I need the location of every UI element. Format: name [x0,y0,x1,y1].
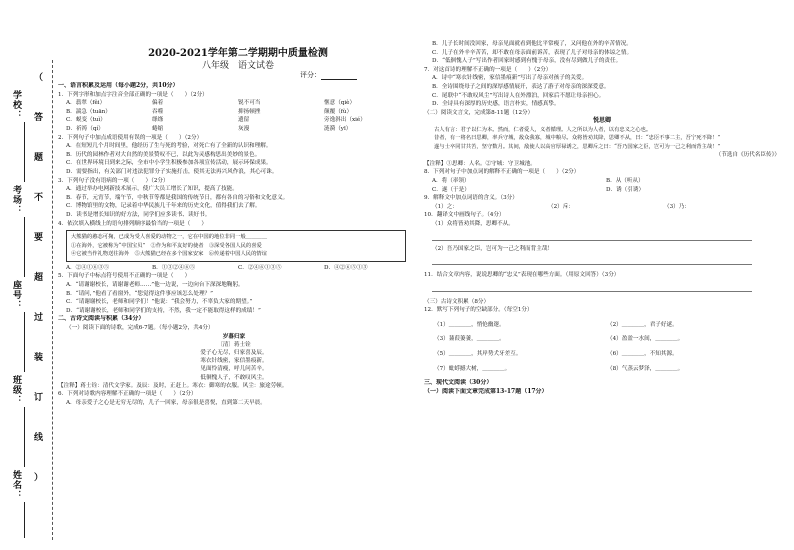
q10-sentence-2: （2）吾乃国家之臣，岂可为一己之利而背主哉！ [432,245,554,252]
q6-option-a[interactable]: A．母亲爱子之心是无穷无尽的，儿子一回家，母亲很是喜悦，直到第二天早晨。 [66,400,266,407]
q4-option-a[interactable]: A．②④①⑥③⑤ [66,264,110,271]
word: 遗留 [238,117,250,124]
q4-passage-line: ①在海外，它被称为“中国宝贝” ②作为和平友好的使者 ③深受各国人民的喜爱 [71,242,262,249]
q3-option-a[interactable]: A．通过举办电网新技术展示，使广大员工增长了知识，提高了技能。 [66,186,238,193]
poem-note: 【注释】蒋士铨：清代文学家。及辰：及时，正赶上。寒衣：御寒的衣服。风尘：旅途劳顿。 [58,382,288,389]
name-blank[interactable] [24,502,25,538]
q2-option-a[interactable]: A．在短短几个月时间里，他经历了生与死的考验，对死亡有了全新的认识和理解。 [66,143,272,150]
seal-char: 题 [34,153,44,163]
seal-char: 超 [34,273,44,283]
name-label: 姓名： [11,470,21,500]
question-6: 6．下列对诗歌内容理解不正确的一项是（ ）（2分） [58,391,197,398]
q4-options [58,264,410,273]
word: 旁逸斜出（xié） [324,117,366,124]
poem-line: 低徊愧人子，不敢叹风尘。 [200,374,268,381]
q4-passage-box [66,230,406,262]
section-2c-heading: （三）古诗文积累（8分） [424,298,490,305]
seal-char: 答 [34,113,44,123]
class-label: 班级： [11,375,21,405]
q8-option-c[interactable]: C．遂（于是） [432,186,470,193]
poem-author: 〔清〕蒋士铨 [217,341,251,348]
q2-option-c[interactable]: C．在世界环境日到来之际，全市中小学生积极参加各项宣传活动，展示环保成果。 [66,160,272,167]
q12-row [424,335,780,344]
exam-room-label: 考场： [11,185,21,215]
question-11: 11．结合文章内容，说说思卿的“忠义”表现在哪些方面。（用原文回答）（3分） [424,272,620,279]
ancient-paragraph: 古人有言：君子以仁为本。然而，仁者爱人，义者循理。人之所以为人者，以有忠义之心也。 [434,126,652,133]
question-8: 8．下列对句子中加点词的解释不正确的一项是（ ）（2分） [424,169,580,176]
q12-blank-1[interactable]: （1）＿＿＿＿，悄怆幽邃。 [434,321,505,328]
q10-answer-line-1[interactable] [432,231,752,241]
school-blank[interactable] [24,122,25,182]
option[interactable]: A．翡翠（fěi） [66,100,106,107]
ancient-paragraph: 遂与士卒同甘共苦，坚守数月。其间，敌使人以高官厚禄诱之，思卿斥之曰：“吾乃国家之臣，岂可为一己之利而背主哉！” [434,143,721,150]
school-label: 学校： [11,90,21,120]
poem [58,333,410,382]
word: 灰漫 [238,125,250,132]
question-10: 10．翻译文中画线句子。（4分） [424,212,505,219]
seal-char: 过 [34,313,44,323]
q9-items [424,203,780,212]
q11-answer-line[interactable] [432,282,752,292]
q3-option-d[interactable]: D．读书是增长知识的好方法，同学们应多读书、读好书。 [66,211,211,218]
question-5: 5．下面句子中标点符号使用不正确的一项是（ ） [58,273,191,280]
q12-row [424,365,780,374]
q4-passage-line: ④它被当作礼物送往海外 ⑤大熊猫已经在多个国家安家 ⑥传递着中国人民的情谊 [71,251,267,258]
q1-option-row [58,99,410,108]
word: 绦绦 [152,117,164,124]
q12-blank-2[interactable]: （2）＿＿＿＿，君子好逑。 [607,321,678,328]
q6-option-b[interactable]: B．儿子长时间没回家，母亲见面就看到他比平常瘦了，又问他在外的辛苦情况。 [432,41,632,47]
question-3: 3．下列句子没有语病的一项（ ）（2分） [58,177,169,184]
binding-dashed-line [52,60,53,540]
q8-option-a[interactable]: A．将（率领） [432,177,470,184]
option[interactable]: B．湍急（tuān） [66,108,111,115]
q5-option-d[interactable]: D．“请谢谢校长，老师和同学们的支持，不然，我一定不能取得这样的成绩！” [66,307,261,314]
q10-answer-line-2[interactable] [432,255,752,265]
section-2-heading: 二、古诗文阅读与积累（34分） [58,315,145,323]
exam-subtitle: 八年级 语文试卷 [201,61,274,71]
q1-option-row [58,108,410,117]
seal-char: （ [34,73,44,83]
question-1: 1．下列字形和加点字注音全部正确的一项是（ ）（2分） [58,91,208,98]
right-column [424,40,780,396]
option[interactable]: C．蜕变（tuì） [66,117,106,124]
q6-option-c[interactable]: C．儿子在外辛辛苦苦，却不敢在母亲面前诉苦，表现了儿子对母亲的体谅之情。 [432,49,633,56]
poem-line: 见面怜清瘦，呼儿问苦辛。 [200,366,268,373]
score-label: 评分： [300,71,321,79]
word: 锐不可当 [238,100,261,107]
word: 涟漪（yī） [324,125,352,132]
seal-line-text [34,70,48,530]
word: 惬意（qiè） [324,100,356,107]
ancient-source: （节选自《历代名臣传》） [715,152,780,159]
section-1-heading: 一、语言积累及运用（每小题2分，共10分） [58,82,179,89]
poem-line: 寒衣针线密，家信墨痕新。 [200,358,268,365]
word: 偏着 [152,100,164,107]
q7-option-a[interactable]: A．诗中“寒衣针线密，家信墨痕新”写出了母亲对孩子的关爱。 [432,75,588,82]
seal-char: ） [34,473,44,483]
question-2: 2．下列句子中加点成语使用有误的一项是（ ）（2分） [58,134,203,141]
section-3a-instruction: （一）阅读下面文章完成第13-17题（17分） [424,387,548,395]
poem-line: 爱子心无尽，归家喜及辰。 [200,350,268,357]
left-column [58,82,410,408]
q4-option-c[interactable]: C．②④⑥①③⑤ [238,264,282,271]
seal-char: 订 [34,393,44,403]
q7-option-b[interactable]: B．全诗围绕母子之间的深厚感情展开，表达了游子对母亲的深深爱意。 [432,83,610,90]
q8-option-b[interactable]: B．从（听从） [606,177,644,184]
exam-title: 2020-2021学年第二学期期中质量检测 [148,48,328,59]
q12-blank-3[interactable]: （3）蒹葭萋萋，＿＿＿＿。 [434,336,505,343]
q12-blank-6[interactable]: （6）＿＿＿＿，不知其源。 [607,351,678,358]
q6-option-d[interactable]: D．“低徊愧人子”写出作者回家时感到有愧于母亲，没有尽到做儿子的责任。 [432,58,622,65]
seat-label: 座号： [11,280,21,310]
q12-blank-5[interactable]: （5）＿＿＿＿，其岸势犬牙差互。 [434,351,522,358]
q8-option-d[interactable]: D．诱（引诱） [606,186,645,193]
q5-option-a[interactable]: A．“请谢谢校长，请谢谢老师……”他一边说，一边向台下深深地鞠躬。 [66,282,244,289]
q12-blank-4[interactable]: （4）盈盈一水间，＿＿＿＿。 [607,336,684,343]
section-2a-instruction: （一）阅读下面的诗歌，完成6-7题。（每小题2分，共4分） [66,325,214,332]
q12-row [424,350,780,359]
q8-options-row [424,177,780,186]
q4-passage-line: 大熊猫的憨态可掬，已成为受人喜爱的动物之一，它在中国的地位非同一般＿＿＿＿ [71,234,267,241]
q2-option-d[interactable]: D．需要指出，有关部门对违法犯罪分子实施打击，使其无法再兴风作浪，其心可诛。 [66,168,278,175]
seal-char: 要 [34,233,44,243]
q12-blank-7[interactable]: （7）蚍蜉撼大树，＿＿＿＿。 [434,365,511,372]
question-4: 4．依次填入横线上的语句排列顺序最恰当的一项是（ ） [58,220,207,227]
binding-margin [4,60,56,540]
seal-char: 不 [34,193,44,203]
question-12: 12．默写下列句子的空缺部分。（每空1分） [424,307,533,314]
ancient-paragraph: 昔者，有一将名曰思卿，率兵守城，敌众我寡，城中粮尽。众将皆劝其降，思卿不从，曰：“忠臣不事二主，吾宁死不降！” [434,135,721,142]
ancient-text-title: 悦思卿 [592,117,611,125]
question-9: 9．解释文中加点词语的含义。（3分） [424,195,518,202]
q1-option-row [58,125,410,134]
q9-item-2[interactable]: （2）斥： [548,203,574,210]
q9-item-1[interactable]: （1）之： [432,203,458,210]
seal-char: 线 [34,433,44,443]
word: 颠覆（fù） [324,108,353,115]
word: 吞噬 [152,108,164,115]
seal-char: 装 [34,353,44,363]
exam-room-blank[interactable] [24,217,25,277]
q1-option-row [58,116,410,125]
question-7: 7．对这首诗的理解不正确的一项是（ ）（2分） [424,66,552,73]
q5-option-c[interactable]: C．“请谢谢校长，老师和同学们！”他说：“我会努力，不辜负大家的期望。” [66,299,253,306]
score-field [300,70,357,80]
q4-option-b[interactable]: B．①③②④⑥⑤ [152,264,196,271]
q4-option-d[interactable]: D．④②⑥⑤①③ [324,264,368,271]
option[interactable]: D．祈祷（qí） [66,125,104,132]
q7-option-d[interactable]: D．全诗具有深厚的历史感，语言朴实，情感真挚。 [432,101,560,108]
q10-sentence-1: （1）众将皆劝其降，思卿不从。 [432,220,514,227]
word: 蜷缩 [152,125,164,132]
seat-blank[interactable] [24,312,25,372]
poem-title: 岁暮归家 [222,333,246,340]
q8-options-row [424,186,780,195]
word: 抑扬顿挫 [238,108,261,115]
q3-option-c[interactable]: C．博物馆里的文物，记录着中华民族几千年来的历史文化，值得我们去了解。 [66,203,261,210]
q12-blank-8[interactable]: （8）气蒸云梦泽，＿＿＿＿。 [607,365,684,372]
q7-option-c[interactable]: C．尾联中“不敢叹风尘”写出诗人在外漂泊，回家后不愿让母亲担心。 [432,92,605,99]
ancient-note: 【注释】①思卿：人名。②守城：守卫城池。 [424,160,536,167]
class-blank[interactable] [24,407,25,467]
score-blank[interactable] [321,79,357,80]
section-2b-instruction: （二）阅读文言文，完成第8-11题（12分） [424,109,534,116]
q9-item-3[interactable]: （3）乃： [664,203,690,210]
q5-option-b[interactable]: B．“请问，”他看了看窗外，“您觉得这件事应该怎么处理？” [66,290,214,297]
section-3-heading: 三、现代文阅读（30分） [424,379,493,387]
q3-option-b[interactable]: B．春节，元宵节，端午节，中秋节等都是我国的传统节日，都有各自的习俗和文化意义。 [66,194,289,201]
q2-option-b[interactable]: B．历代的园林作者对大自然的美景赞叹不已，以此为灵感构思出美妙的景色。 [66,151,261,158]
q12-row [424,321,780,330]
